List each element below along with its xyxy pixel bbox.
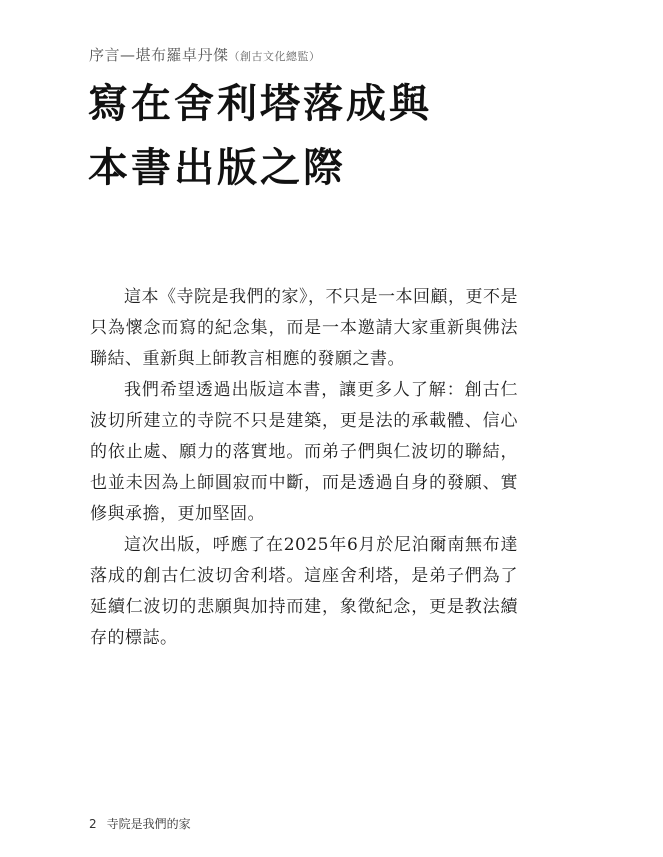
paragraph: 我們希望透過出版這本書，讓更多人了解：創古仁波切所建立的寺院不只是建築，更是法的承載體、信心的依止處、願力的落實地。而弟子們與仁波切的聯結，也並未因為上師圓寂而中斷，而是透過自身的發願、實修與承擔，更加堅固。 [90, 380, 518, 524]
running-book-title: 寺院是我們的家 [106, 817, 191, 831]
paragraph: 這本《寺院是我們的家》，不只是一本回顧，更不是只為懷念而寫的紀念集，而是一本邀請大家重新與佛法聯結、重新與上師教言相應的發願之書。 [90, 287, 518, 369]
page-number: 2 [89, 817, 97, 831]
title-line-2: 本書出版之際 [88, 144, 346, 191]
title-line-1: 寫在舍利塔落成與 [88, 80, 432, 127]
paragraph: 這次出版，呼應了在2025年6月於尼泊爾南無布達落成的創古仁波切舍利塔。這座舍利塔，是弟子們為了延續仁波切的悲願與加持而建，象徵紀念，更是教法續存的標誌。 [90, 535, 518, 648]
preface-label: 序言—堪布羅卓丹傑 [89, 46, 229, 64]
chapter-title [88, 72, 432, 200]
body-text [90, 282, 518, 654]
page-footer [89, 815, 191, 832]
preface-header [89, 44, 321, 65]
author-role: （創古文化總監） [228, 50, 321, 63]
